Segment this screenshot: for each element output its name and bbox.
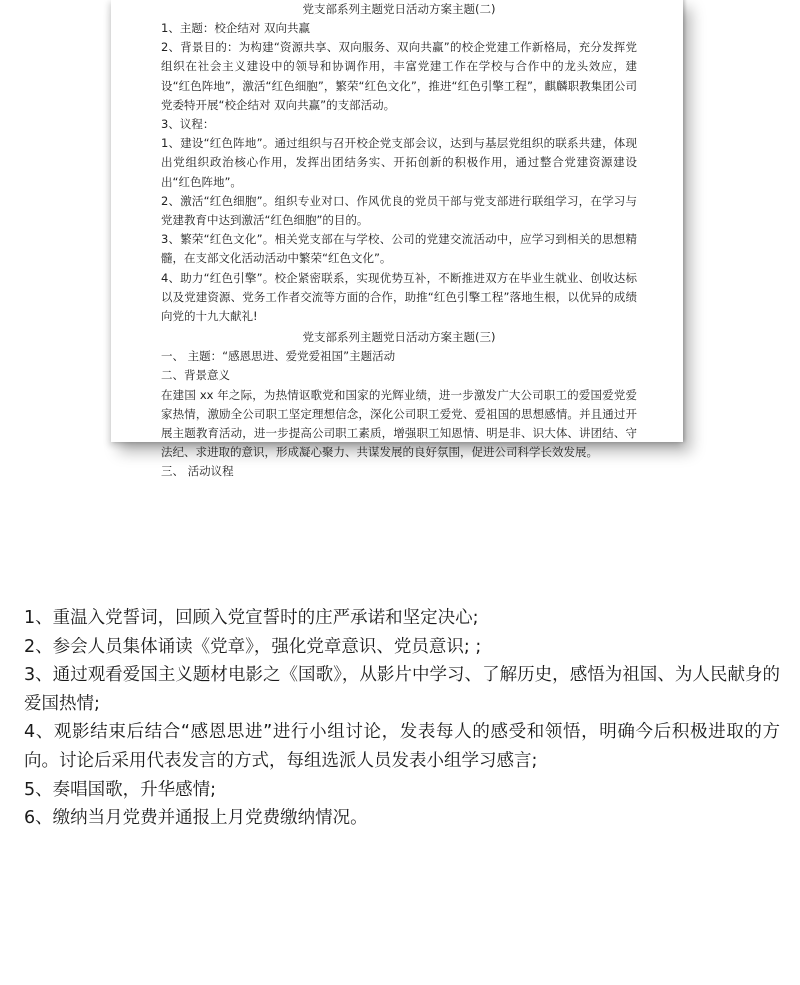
section-2-agenda-item: 3、繁荣“红色文化”。相关党支部在与学校、公司的党建交流活动中，应学习到相关的思想精髓，在支部文化活动活动中繁荣“红色文化”。: [161, 232, 637, 266]
section-2-agenda-heading: 3、议程：: [161, 117, 215, 132]
section-3-title: 党支部系列主题党日活动方案主题(三): [302, 330, 496, 345]
agenda-item: 6、缴纳当月党费并通报上月党费缴纳情况。: [24, 808, 368, 829]
section-2-agenda-item: 4、助力“红色引擎”。校企紧密联系，实现优势互补，不断推进双方在毕业生就业、创收达标以及党建资源、党务工作者交流等方面的合作，助推“红色引擎工程”落地生根，以优异的成绩向党的十九大献礼!: [161, 270, 637, 324]
section-2-title: 党支部系列主题党日活动方案主题(二): [302, 2, 496, 16]
agenda-item: 3、通过观看爱国主义题材电影之《国歌》，从影片中学习、了解历史，感悟为祖国、为人民献身的爱国热情;: [24, 665, 780, 714]
section-2-agenda-item: 2、激活“红色细胞”。组织专业对口、作风优良的党员干部与党支部进行联组学习，在学习与党建教育中达到激活“红色细胞”的目的。: [161, 193, 637, 228]
section-3-agenda-heading: 三、 活动议程: [161, 464, 234, 479]
section-2-agenda-item: 1、建设“红色阵地”。通过组织与召开校企党支部会议，达到与基层党组织的联系共建，体现出党组织政治核心作用，发挥出团结务实、开拓创新的积极作用，通过整合党建资源建设出“红色阵地”。: [161, 136, 637, 189]
agenda-item: 5、奏唱国歌，升华感情;: [24, 779, 217, 800]
section-3-background-heading: 二、背景意义: [161, 368, 230, 383]
section-3-background: 在建国 xx 年之际，为热情讴歌党和国家的光辉业绩，进一步激发广大公司职工的爱国爱党爱家热情，激励全公司职工坚定理想信念，深化公司职工爱党、爱祖国的思想感情。并且通过开展主题教育活动，进一步提高公司职工素质，增强职工知恩情、明是非、识大体、讲团结、守法纪、求进取的意识，形成凝心聚力、共谋发展的良好氛围，促进公司科学长效发展。: [161, 387, 637, 460]
section-2-theme: 1、主题：校企结对 双向共赢: [161, 21, 310, 35]
agenda-item: 4、观影结束后结合“感恩思进”进行小组讨论，发表每人的感受和领悟，明确今后积极进取的方向。讨论后采用代表发言的方式，每组选派人员发表小组学习感言;: [24, 722, 780, 771]
agenda-item: 1、重温入党誓词，回顾入党宣誓时的庄严承诺和坚定决心;: [24, 608, 479, 628]
section-3-theme: 一、 主题：“感恩思进、爱党爱祖国”主题活动: [161, 349, 396, 364]
section-2-background: 2、背景目的：为构建“资源共享、双向服务、双向共赢”的校企党建工作新格局，充分发挥党组织在社会主义建设中的领导和协调作用，丰富党建工作在学校与合作中的龙头效应，建设“红色阵地”，激活“红色细胞”，繁荣“红色文化”，推进“红色引擎工程”，麒麟职教集团公司党委特开展“校企结对 双向共赢”的支部活动。: [161, 40, 637, 112]
document-page-preview: [111, 0, 683, 479]
agenda-list: [24, 604, 780, 833]
agenda-item: 2、参会人员集体诵读《党章》，强化党章意识、党员意识; ;: [24, 636, 482, 657]
